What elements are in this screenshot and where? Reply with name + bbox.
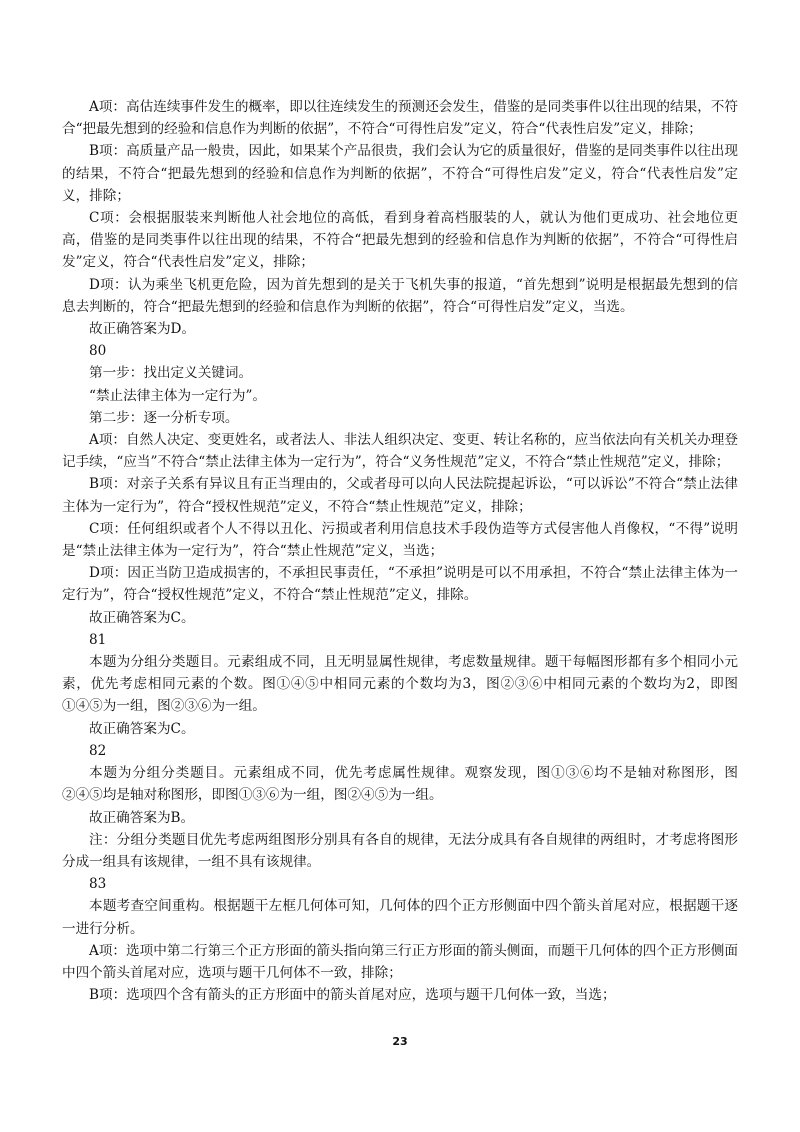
paragraph-option-a-analysis: A项：自然人决定、变更姓名，或者法人、非法人组织决定、变更、转让名称的，应当依法向有关机关办理登记手续，“应当”不符合“禁止法律主体为一定行为”，符合“义务性规范”定义，不符合“禁止性规范”定义，排除；: [62, 432, 738, 471]
question-number: 80: [89, 343, 107, 360]
step-two: 第二步：逐一分析专项。: [89, 409, 239, 426]
paragraph-option-d-analysis: D项：认为乘坐飞机更危险，因为首先想到的是关于飞机失事的报道，“首先想到”说明是根据最先想到的信息去判断的，符合“把最先想到的经验和信息作为判断的依据”，符合“可得性启发”定义，当选。: [62, 276, 738, 315]
keyword-line: “禁止法律主体为一定行为”。: [89, 387, 267, 404]
answer-line: 故正确答案为C。: [89, 720, 195, 737]
page-number: 23: [392, 1035, 408, 1048]
explanation-paragraph: 本题为分组分类题目。元素组成不同，优先考虑属性规律。观察发现，图①③⑥均不是轴对称图形，图②④⑤均是轴对称图形，即图①③⑥为一组，图②④⑤为一组。: [62, 765, 738, 804]
paragraph-option-b-analysis: B项：选项四个含有箭头的正方形面中的箭头首尾对应，选项与题干几何体一致，当选；: [89, 987, 616, 1004]
paragraph-option-b-analysis: B项：对亲子关系有异议且有正当理由的，父或者母可以向人民法院提起诉讼，“可以诉讼”不符合“禁止法律主体为一定行为”，符合“授权性规范”定义，不符合“禁止性规范”定义，排除；: [62, 476, 738, 515]
explanation-paragraph: 本题为分组分类题目。元素组成不同，且无明显属性规律，考虑数量规律。题干每幅图形都有多个相同小元素，优先考虑相同元素的个数。图①④⑤中相同元素的个数均为3，图②③⑥中相同元素的个数均为2，即图①④⑤为一组，图②③⑥为一组。: [62, 654, 738, 715]
answer-line: 故正确答案为C。: [89, 609, 195, 626]
question-number: 83: [89, 876, 107, 893]
paragraph-option-a-analysis: A项：选项中第二行第三个正方形面的箭头指向第三行正方形面的箭头侧面，而题干几何体的四个正方形侧面中四个箭头首尾对应，选项与题干几何体不一致，排除；: [62, 942, 738, 981]
paragraph-option-c-analysis: C项：会根据服装来判断他人社会地位的高低，看到身着高档服装的人，就认为他们更成功、社会地位更高，借鉴的是同类事件以往出现的结果，不符合“把最先想到的经验和信息作为判断的依据”，不符合“可得性启发”定义，符合“代表性启发”定义，排除；: [62, 210, 738, 271]
paragraph-option-b-analysis: B项：高质量产品一般贵，因此，如果某个产品很贵，我们会认为它的质量很好，借鉴的是同类事件以往出现的结果，不符合“把最先想到的经验和信息作为判断的依据”，不符合“可得性启发”定义，符合“代表性启发”定义，排除；: [62, 143, 738, 204]
question-number: 82: [89, 742, 107, 759]
note-paragraph: 注：分组分类题目优先考虑两组图形分别具有各自的规律，无法分成具有各自规律的两组时，才考虑将图形分成一组具有该规律，一组不具有该规律。: [62, 831, 738, 870]
step-one: 第一步：找出定义关键词。: [89, 365, 253, 382]
paragraph-option-c-analysis: C项：任何组织或者个人不得以丑化、污损或者利用信息技术手段伪造等方式侵害他人肖像权，“不得”说明是“禁止法律主体为一定行为”，符合“禁止性规范”定义，当选；: [62, 520, 738, 560]
page-body: [62, 96, 738, 1006]
paragraph-option-a-analysis: A项：高估连续事件发生的概率，即以往连续发生的预测还会发生，借鉴的是同类事件以往出现的结果，不符合“把最先想到的经验和信息作为判断的依据”，不符合“可得性启发”定义，符合“代表性启发”定义，排除；: [62, 99, 738, 138]
paragraph-option-d-analysis: D项：因正当防卫造成损害的，不承担民事责任，“不承担”说明是可以不用承担，不符合“禁止法律主体为一定行为”，符合“授权性规范”定义，不符合“禁止性规范”定义，排除。: [62, 565, 738, 604]
explanation-paragraph: 本题考查空间重构。根据题干左框几何体可知，几何体的四个正方形侧面中四个箭头首尾对应，根据题干逐一进行分析。: [62, 898, 738, 937]
answer-line: 故正确答案为B。: [89, 809, 195, 826]
answer-line: 故正确答案为D。: [89, 321, 196, 338]
question-number: 81: [89, 631, 107, 648]
